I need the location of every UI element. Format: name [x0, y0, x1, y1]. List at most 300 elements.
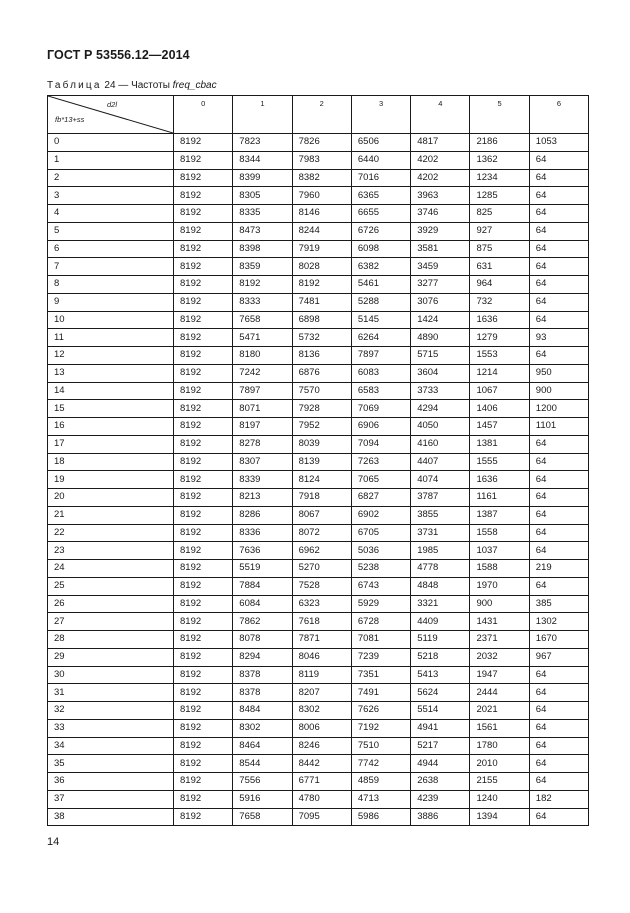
table-cell: 3929: [411, 222, 470, 240]
table-row: [48, 719, 589, 737]
table-cell: 7884: [233, 577, 292, 595]
table-cell: 7570: [292, 382, 351, 400]
table-cell: 7960: [292, 187, 351, 205]
table-cell: 8207: [292, 684, 351, 702]
diagonal-corner-cell: [48, 96, 174, 134]
table-cell: 1424: [411, 311, 470, 329]
table-cell: 1101: [529, 418, 588, 436]
table-cell: 5929: [351, 595, 410, 613]
row-index-cell: 12: [48, 347, 174, 365]
table-cell: 6440: [351, 151, 410, 169]
table-cell: 64: [529, 808, 588, 826]
table-cell: 7016: [351, 169, 410, 187]
table-cell: 8192: [174, 577, 233, 595]
row-index-cell: 19: [48, 471, 174, 489]
row-index-cell: 24: [48, 560, 174, 578]
table-cell: 8244: [292, 222, 351, 240]
table-cell: 4848: [411, 577, 470, 595]
table-cell: 8192: [174, 169, 233, 187]
table-row: [48, 347, 589, 365]
table-cell: 6898: [292, 311, 351, 329]
row-index-cell: 17: [48, 435, 174, 453]
table-cell: 6098: [351, 240, 410, 258]
table-cell: 1457: [470, 418, 529, 436]
table-row: [48, 737, 589, 755]
table-cell: 64: [529, 205, 588, 223]
corner-column-label: d2l: [106, 100, 117, 109]
table-row: [48, 151, 589, 169]
table-cell: 64: [529, 542, 588, 560]
table-cell: 7239: [351, 648, 410, 666]
table-cell: 5119: [411, 631, 470, 649]
table-cell: 7481: [292, 293, 351, 311]
table-cell: 1558: [470, 524, 529, 542]
table-cell: 64: [529, 453, 588, 471]
table-row: [48, 134, 589, 152]
table-cell: 6365: [351, 187, 410, 205]
row-index-cell: 4: [48, 205, 174, 223]
table-cell: 2371: [470, 631, 529, 649]
table-cell: 4890: [411, 329, 470, 347]
table-cell: 8067: [292, 506, 351, 524]
table-row: [48, 577, 589, 595]
table-cell: 6655: [351, 205, 410, 223]
table-cell: 6827: [351, 489, 410, 507]
table-cell: 5218: [411, 648, 470, 666]
table-cell: 8192: [174, 471, 233, 489]
table-cell: 3787: [411, 489, 470, 507]
row-index-cell: 34: [48, 737, 174, 755]
table-cell: 6771: [292, 773, 351, 791]
table-cell: 6583: [351, 382, 410, 400]
table-row: [48, 684, 589, 702]
table-row: [48, 329, 589, 347]
table-cell: 8335: [233, 205, 292, 223]
table-cell: 64: [529, 773, 588, 791]
row-index-cell: 0: [48, 134, 174, 152]
table-cell: 900: [470, 595, 529, 613]
table-row: [48, 631, 589, 649]
table-cell: 2021: [470, 702, 529, 720]
table-cell: 8192: [174, 453, 233, 471]
table-cell: 182: [529, 790, 588, 808]
table-cell: 64: [529, 258, 588, 276]
table-cell: 3886: [411, 808, 470, 826]
table-cell: 8192: [174, 151, 233, 169]
table-cell: 8278: [233, 435, 292, 453]
table-cell: 4780: [292, 790, 351, 808]
row-index-cell: 37: [48, 790, 174, 808]
table-cell: 8192: [174, 435, 233, 453]
table-cell: 7242: [233, 364, 292, 382]
table-cell: 3277: [411, 276, 470, 294]
row-index-cell: 20: [48, 489, 174, 507]
table-cell: 8464: [233, 737, 292, 755]
table-cell: 8544: [233, 755, 292, 773]
table-cell: 8192: [174, 613, 233, 631]
table-cell: 8344: [233, 151, 292, 169]
table-cell: 64: [529, 187, 588, 205]
row-index-cell: 13: [48, 364, 174, 382]
table-cell: 1279: [470, 329, 529, 347]
table-cell: 1302: [529, 613, 588, 631]
table-cell: 8192: [174, 347, 233, 365]
table-cell: 8192: [233, 276, 292, 294]
table-cell: 64: [529, 506, 588, 524]
table-cell: 4817: [411, 134, 470, 152]
table-cell: 8192: [174, 631, 233, 649]
corner-row-label: fb*13+ss: [55, 115, 85, 124]
table-cell: 1431: [470, 613, 529, 631]
table-cell: 3581: [411, 240, 470, 258]
table-cell: 64: [529, 240, 588, 258]
table-cell: 7826: [292, 134, 351, 152]
table-cell: 2155: [470, 773, 529, 791]
table-cell: 4239: [411, 790, 470, 808]
table-cell: 967: [529, 648, 588, 666]
table-cell: 8192: [174, 684, 233, 702]
table-row: [48, 418, 589, 436]
table-row: [48, 808, 589, 826]
table-cell: 1214: [470, 364, 529, 382]
table-cell: 8192: [174, 364, 233, 382]
table-cell: 8442: [292, 755, 351, 773]
row-index-cell: 21: [48, 506, 174, 524]
table-cell: 5461: [351, 276, 410, 294]
table-cell: 5715: [411, 347, 470, 365]
table-cell: 385: [529, 595, 588, 613]
column-header: 2: [292, 96, 351, 134]
table-cell: 4202: [411, 151, 470, 169]
caption-label: Таблица: [47, 80, 102, 91]
table-cell: 7491: [351, 684, 410, 702]
table-cell: 8192: [174, 648, 233, 666]
row-index-cell: 28: [48, 631, 174, 649]
table-cell: 8333: [233, 293, 292, 311]
table-cell: 6728: [351, 613, 410, 631]
table-cell: 2186: [470, 134, 529, 152]
table-header-row: [48, 96, 589, 134]
row-index-cell: 31: [48, 684, 174, 702]
table-row: [48, 790, 589, 808]
table-cell: 3604: [411, 364, 470, 382]
table-cell: 8192: [174, 719, 233, 737]
table-cell: 64: [529, 311, 588, 329]
table-cell: 64: [529, 702, 588, 720]
table-cell: 7919: [292, 240, 351, 258]
table-cell: 1053: [529, 134, 588, 152]
table-cell: 8213: [233, 489, 292, 507]
table-cell: 8139: [292, 453, 351, 471]
row-index-cell: 18: [48, 453, 174, 471]
table-cell: 8192: [174, 382, 233, 400]
table-row: [48, 613, 589, 631]
table-cell: 7618: [292, 613, 351, 631]
table-cell: 8192: [174, 808, 233, 826]
table-cell: 8398: [233, 240, 292, 258]
row-index-cell: 16: [48, 418, 174, 436]
row-index-cell: 14: [48, 382, 174, 400]
table-cell: 8136: [292, 347, 351, 365]
table-cell: 4778: [411, 560, 470, 578]
table-cell: 5217: [411, 737, 470, 755]
table-cell: 3855: [411, 506, 470, 524]
table-cell: 64: [529, 169, 588, 187]
table-cell: 4074: [411, 471, 470, 489]
table-cell: 1947: [470, 666, 529, 684]
table-cell: 8192: [174, 187, 233, 205]
table-cell: 4713: [351, 790, 410, 808]
table-cell: 8028: [292, 258, 351, 276]
table-cell: 7952: [292, 418, 351, 436]
table-row: [48, 240, 589, 258]
table-cell: 4409: [411, 613, 470, 631]
table-row: [48, 595, 589, 613]
table-row: [48, 205, 589, 223]
table-cell: 7510: [351, 737, 410, 755]
table-cell: 64: [529, 666, 588, 684]
table-cell: 1240: [470, 790, 529, 808]
table-cell: 3321: [411, 595, 470, 613]
table-cell: 7069: [351, 400, 410, 418]
table-cell: 8286: [233, 506, 292, 524]
table-cell: 1200: [529, 400, 588, 418]
table-cell: 1234: [470, 169, 529, 187]
table-row: [48, 276, 589, 294]
table-cell: 1387: [470, 506, 529, 524]
table-cell: 8192: [174, 311, 233, 329]
table-cell: 4202: [411, 169, 470, 187]
table-cell: 1588: [470, 560, 529, 578]
table-cell: 5413: [411, 666, 470, 684]
column-header: 6: [529, 96, 588, 134]
table-cell: 8378: [233, 684, 292, 702]
column-header: 3: [351, 96, 410, 134]
table-cell: 8180: [233, 347, 292, 365]
table-cell: 7095: [292, 808, 351, 826]
row-index-cell: 32: [48, 702, 174, 720]
table-cell: 5732: [292, 329, 351, 347]
table-row: [48, 755, 589, 773]
table-cell: 1394: [470, 808, 529, 826]
table-cell: 950: [529, 364, 588, 382]
table-cell: 6876: [292, 364, 351, 382]
row-index-cell: 10: [48, 311, 174, 329]
table-cell: 5238: [351, 560, 410, 578]
table-cell: 1553: [470, 347, 529, 365]
row-index-cell: 8: [48, 276, 174, 294]
table-cell: 5288: [351, 293, 410, 311]
table-cell: 64: [529, 222, 588, 240]
table-cell: 6382: [351, 258, 410, 276]
row-index-cell: 25: [48, 577, 174, 595]
table-cell: 8124: [292, 471, 351, 489]
table-cell: 4859: [351, 773, 410, 791]
table-cell: 5471: [233, 329, 292, 347]
table-cell: 64: [529, 471, 588, 489]
table-row: [48, 400, 589, 418]
table-cell: 5519: [233, 560, 292, 578]
table-cell: 64: [529, 151, 588, 169]
table-cell: 8119: [292, 666, 351, 684]
table-cell: 8039: [292, 435, 351, 453]
table-cell: 2032: [470, 648, 529, 666]
table-cell: 1636: [470, 471, 529, 489]
table-cell: 64: [529, 737, 588, 755]
table-cell: 8006: [292, 719, 351, 737]
table-cell: 8305: [233, 187, 292, 205]
row-index-cell: 33: [48, 719, 174, 737]
table-cell: 7192: [351, 719, 410, 737]
table-cell: 64: [529, 577, 588, 595]
table-cell: 93: [529, 329, 588, 347]
table-cell: 1381: [470, 435, 529, 453]
table-cell: 1362: [470, 151, 529, 169]
table-cell: 8192: [174, 222, 233, 240]
table-cell: 5514: [411, 702, 470, 720]
table-cell: 2638: [411, 773, 470, 791]
table-cell: 8192: [174, 400, 233, 418]
table-row: [48, 169, 589, 187]
table-cell: 4160: [411, 435, 470, 453]
table-cell: 8192: [174, 737, 233, 755]
table-cell: 1670: [529, 631, 588, 649]
table-row: [48, 702, 589, 720]
table-row: [48, 382, 589, 400]
table-cell: 5916: [233, 790, 292, 808]
table-cell: 8473: [233, 222, 292, 240]
row-index-cell: 27: [48, 613, 174, 631]
document-header: ГОСТ Р 53556.12—2014: [47, 48, 190, 62]
table-cell: 964: [470, 276, 529, 294]
table-cell: 64: [529, 489, 588, 507]
table-cell: 64: [529, 347, 588, 365]
table-row: [48, 258, 589, 276]
table-cell: 5270: [292, 560, 351, 578]
table-row: [48, 542, 589, 560]
row-index-cell: 26: [48, 595, 174, 613]
table-cell: 8046: [292, 648, 351, 666]
table-row: [48, 471, 589, 489]
table-row: [48, 453, 589, 471]
table-cell: 1985: [411, 542, 470, 560]
row-index-cell: 35: [48, 755, 174, 773]
table-cell: 64: [529, 435, 588, 453]
table-cell: 2444: [470, 684, 529, 702]
table-row: [48, 489, 589, 507]
page-number: 14: [47, 836, 60, 848]
table-cell: 64: [529, 684, 588, 702]
table-cell: 8192: [174, 258, 233, 276]
table-cell: 6743: [351, 577, 410, 595]
table-cell: 7983: [292, 151, 351, 169]
table-cell: 6084: [233, 595, 292, 613]
table-cell: 7871: [292, 631, 351, 649]
table-cell: 8192: [174, 666, 233, 684]
freq-cbac-table: [47, 95, 589, 826]
table-cell: 8146: [292, 205, 351, 223]
table-cell: 1636: [470, 311, 529, 329]
caption-name: freq_cbac: [172, 80, 217, 91]
table-cell: 1285: [470, 187, 529, 205]
row-index-cell: 30: [48, 666, 174, 684]
table-cell: 8192: [174, 790, 233, 808]
table-cell: 825: [470, 205, 529, 223]
table-cell: 8192: [292, 276, 351, 294]
row-index-cell: 15: [48, 400, 174, 418]
table-cell: 7658: [233, 311, 292, 329]
table-row: [48, 666, 589, 684]
column-header: 0: [174, 96, 233, 134]
table-cell: 8307: [233, 453, 292, 471]
table-cell: 1780: [470, 737, 529, 755]
row-index-cell: 7: [48, 258, 174, 276]
table-cell: 7823: [233, 134, 292, 152]
table-cell: 8192: [174, 595, 233, 613]
table-cell: 7528: [292, 577, 351, 595]
table-cell: 1037: [470, 542, 529, 560]
row-index-cell: 2: [48, 169, 174, 187]
table-cell: 5986: [351, 808, 410, 826]
table-row: [48, 560, 589, 578]
column-header: 4: [411, 96, 470, 134]
table-cell: 64: [529, 276, 588, 294]
table-caption: [47, 80, 217, 91]
table-cell: 7658: [233, 808, 292, 826]
table-cell: 8192: [174, 560, 233, 578]
table-cell: 8339: [233, 471, 292, 489]
table-row: [48, 524, 589, 542]
table-cell: 7626: [351, 702, 410, 720]
table-cell: 7263: [351, 453, 410, 471]
table-cell: 8192: [174, 773, 233, 791]
table-cell: 6906: [351, 418, 410, 436]
row-index-cell: 1: [48, 151, 174, 169]
row-index-cell: 29: [48, 648, 174, 666]
table-cell: 8359: [233, 258, 292, 276]
table-cell: 7094: [351, 435, 410, 453]
table-cell: 64: [529, 755, 588, 773]
table-cell: 5036: [351, 542, 410, 560]
table-cell: 7351: [351, 666, 410, 684]
table-cell: 6506: [351, 134, 410, 152]
table-cell: 8192: [174, 293, 233, 311]
table-cell: 1161: [470, 489, 529, 507]
table-cell: 6962: [292, 542, 351, 560]
table-cell: 7742: [351, 755, 410, 773]
table-cell: 2010: [470, 755, 529, 773]
table-cell: 6083: [351, 364, 410, 382]
table-cell: 8294: [233, 648, 292, 666]
table-cell: 4941: [411, 719, 470, 737]
table-cell: 732: [470, 293, 529, 311]
table-cell: 8192: [174, 205, 233, 223]
table-cell: 1555: [470, 453, 529, 471]
table-cell: 6264: [351, 329, 410, 347]
table-cell: 875: [470, 240, 529, 258]
table-cell: 3076: [411, 293, 470, 311]
table-cell: 7918: [292, 489, 351, 507]
table-cell: 4050: [411, 418, 470, 436]
table-cell: 5624: [411, 684, 470, 702]
table-cell: 900: [529, 382, 588, 400]
table-cell: 7897: [351, 347, 410, 365]
table-cell: 6323: [292, 595, 351, 613]
caption-number: 24: [104, 80, 116, 91]
table-cell: 1406: [470, 400, 529, 418]
table-cell: 8197: [233, 418, 292, 436]
table-cell: 631: [470, 258, 529, 276]
